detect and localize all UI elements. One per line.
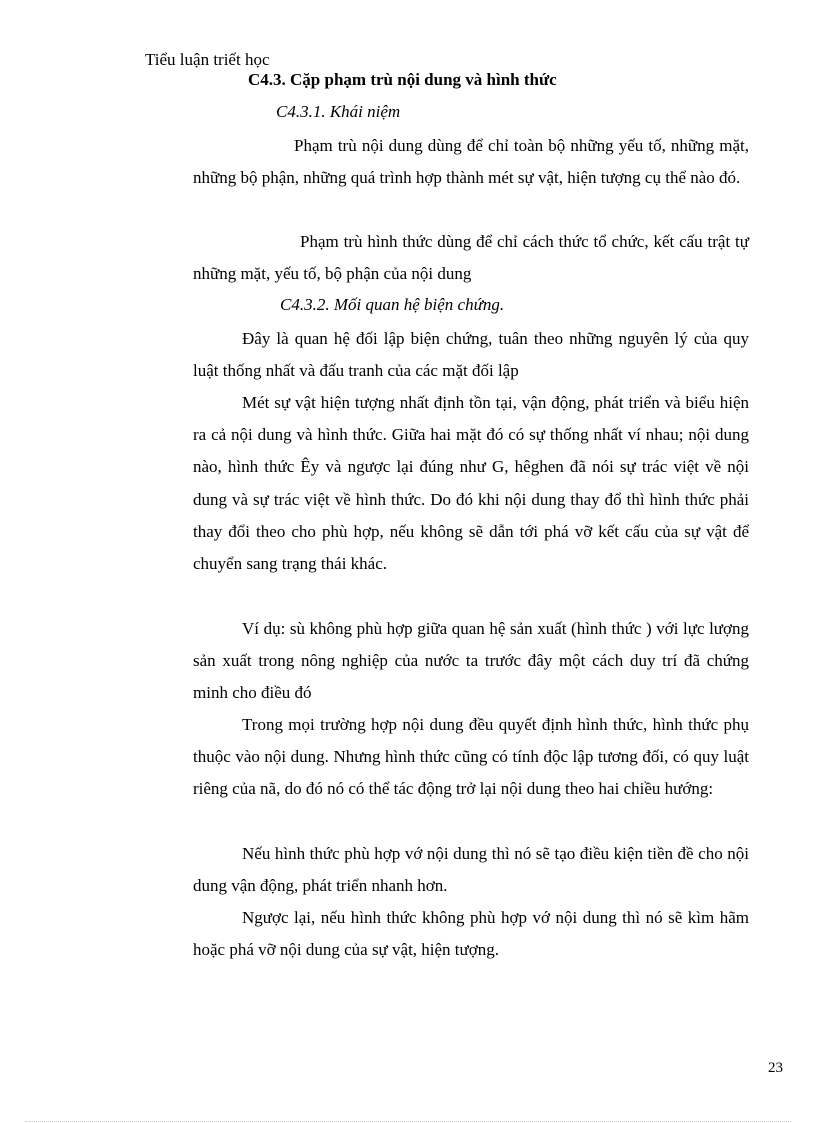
paragraph-example: Ví dụ: sù không phù hợp giữa quan hệ sản xuất (hình thức ) với lực lượng sản xuất trong nông nghiệp của nước ta trước đây một cách duy trí đã chứng minh cho điều đó xyxy=(193,619,749,703)
page-number: 23 xyxy=(768,1060,783,1076)
page-bottom-divider xyxy=(25,1121,791,1122)
paragraph-positive-effect: Nếu hình thức phù hợp vớ nội dung thì nó sẽ tạo điều kiện tiền đề cho nội dung vận động, phát triển nhanh hơn. xyxy=(193,844,749,896)
paragraph-form-definition: Phạm trù hình thức dùng để chỉ cách thức tổ chức, kết cấu trật tự những mặt, yếu tố, bộ phận của nội dung xyxy=(193,232,749,284)
paragraph-content-decides: Trong mọi trường hợp nội dung đều quyết định hình thức, hình thức phụ thuộc vào nội dung. Nhưng hình thức cũng có tính độc lập tương đối, có quy luật riêng của nã, do đó nó có thể tác động trở lại nội dung theo hai chiều hướng: xyxy=(193,715,749,799)
paragraph-unity: Mét sự vật hiện tượng nhất định tồn tại, vận động, phát triển và biểu hiện ra cả nội dung và hình thức. Giữa hai mặt đó có sự thống nhất ví nhau; nội dung nào, hình thức Êy và ngược lại đúng như G, hêghen đã nói sự trác việt về nội dung và sự trác việt về hình thức. Do đó khi nội dung thay đổ thì hình thức phải thay đổi theo cho phù hợp, nếu không sẽ dẫn tới phá vỡ kết cấu của sự vật để chuyển sang trạng thái khác. xyxy=(193,393,749,574)
paragraph-negative-effect: Ngược lại, nếu hình thức không phù hợp vớ nội dung thì nó sẽ kìm hãm hoặc phá vỡ nội dung của sự vật, hiện tượng. xyxy=(193,908,749,960)
subsection-title-relation: C4.3.2. Mối quan hệ biện chứng. xyxy=(280,295,505,314)
section-title: C4.3. Cặp phạm trù nội dung và hình thức xyxy=(248,70,557,89)
running-header: Tiểu luận triết học xyxy=(145,50,270,69)
paragraph-content-definition: Phạm trù nội dung dùng để chỉ toàn bộ những yếu tố, những mặt, những bộ phận, những quá trình hợp thành mét sự vật, hiện tượng cụ thể nào đó. xyxy=(193,136,749,188)
paragraph-relation-intro: Đây là quan hệ đối lập biện chứng, tuân theo những nguyên lý của quy luật thống nhất và đấu tranh của các mặt đối lập xyxy=(193,329,749,381)
subsection-title-concept: C4.3.1. Khái niệm xyxy=(276,102,401,121)
